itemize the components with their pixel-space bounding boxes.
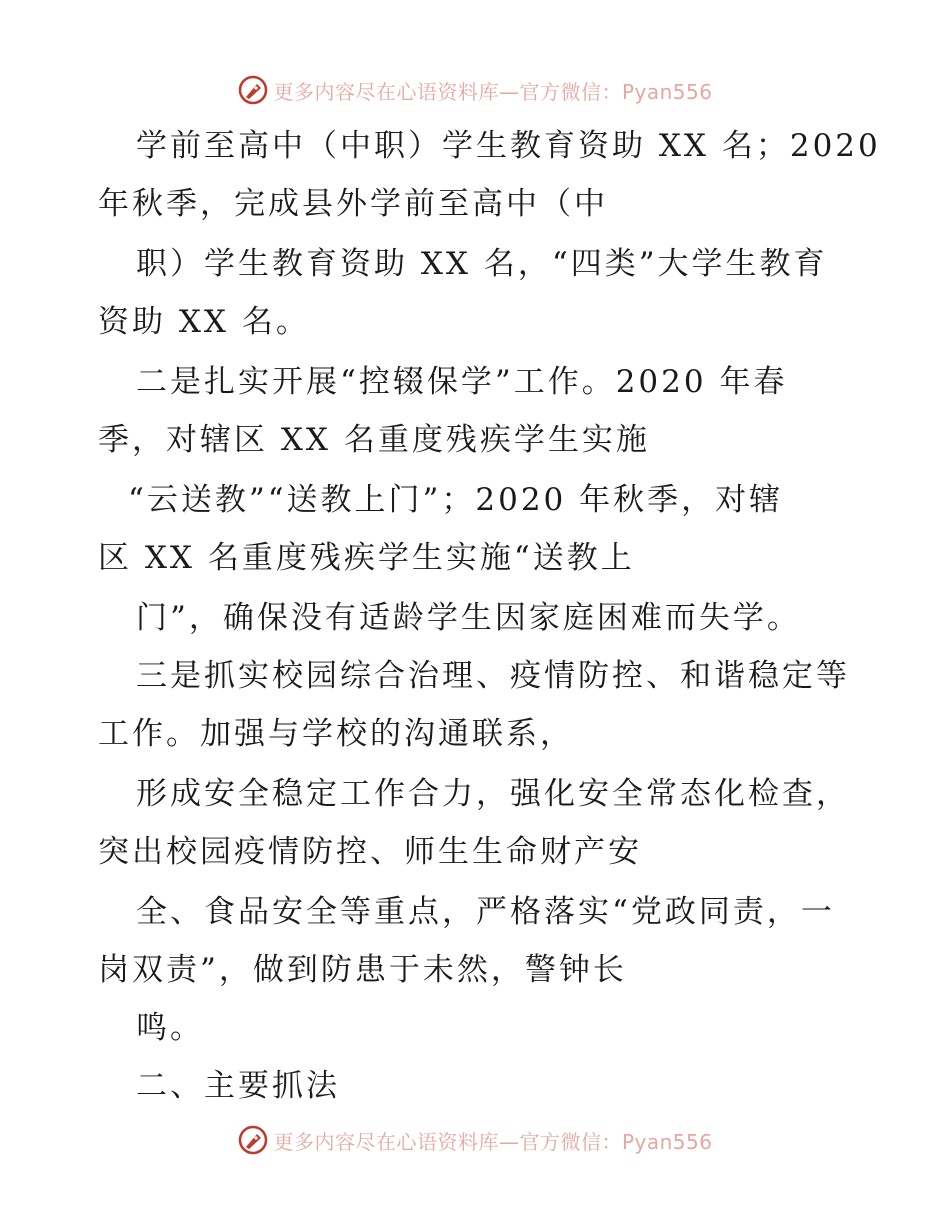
body-line: 全、食品安全等重点，严格落实“党政同责，一 [136, 894, 835, 930]
body-line: 区 XX 名重度残疾学生实施“送教上 [98, 540, 635, 576]
body-line: 职）学生教育资助 XX 名，“四类”大学生教育 [136, 246, 828, 282]
body-line: “云送教”“送教上门”；2020 年秋季，对辖 [128, 482, 784, 518]
body-line: 形成安全稳定工作合力，强化安全常态化检查， [136, 776, 850, 812]
body-line: 二是扎实开展“控辍保学”工作。2020 年春 [136, 364, 788, 400]
body-line: 三是抓实校园综合治理、疫情防控、和谐稳定等 [136, 658, 850, 694]
watermark-text: 更多内容尽在心语资料库—官方微信：Pyan556 [273, 1129, 713, 1154]
body-line: 岗双责”，做到防患于未然，警钟长 [98, 952, 627, 988]
section-heading: 二、主要抓法 [136, 1068, 340, 1104]
body-line: 突出校园疫情防控、师生生命财产安 [98, 834, 642, 870]
watermark-text: 更多内容尽在心语资料库—官方微信：Pyan556 [273, 79, 713, 104]
body-line: 工作。加强与学校的沟通联系， [98, 716, 574, 752]
watermark-footer [0, 1120, 950, 1160]
body-line: 鸣。 [136, 1010, 204, 1046]
body-line: 学前至高中（中职）学生教育资助 XX 名；2020 [136, 128, 881, 164]
pen-nib-icon [237, 1124, 269, 1156]
body-line: 门”，确保没有适龄学生因家庭困难而失学。 [136, 600, 801, 636]
body-line: 年秋季，完成县外学前至高中（中 [98, 186, 608, 222]
body-line: 资助 XX 名。 [98, 304, 310, 340]
body-line: 季，对辖区 XX 名重度残疾学生实施 [98, 422, 650, 458]
